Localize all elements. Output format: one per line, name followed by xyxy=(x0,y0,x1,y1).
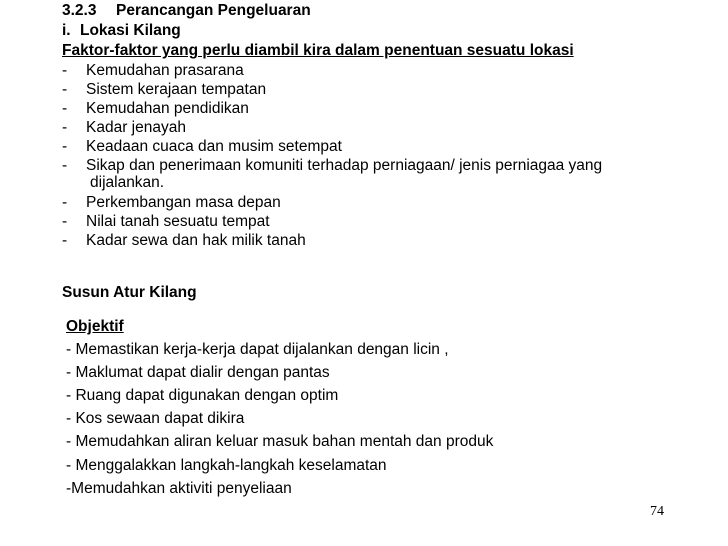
subsection-label: i. xyxy=(62,22,71,39)
objectives-heading: Objektif xyxy=(66,318,124,335)
objective-item: - Kos sewaan dapat dikira xyxy=(66,410,245,427)
objective-item: - Maklumat dapat dialir dengan pantas xyxy=(66,364,330,381)
factor-item: - Keadaan cuaca dan musim setempat xyxy=(62,138,342,155)
factor-item: - Kadar jenayah xyxy=(62,119,186,136)
section-title: Perancangan Pengeluaran xyxy=(116,2,311,19)
factor-item: - Perkembangan masa depan xyxy=(62,194,281,211)
section-heading xyxy=(62,2,311,20)
factor-item: - Sistem kerajaan tempatan xyxy=(62,81,267,98)
factor-item: - Kemudahan prasarana xyxy=(62,62,244,79)
subsection-title: Lokasi Kilang xyxy=(80,22,181,39)
objective-item: - Menggalakkan langkah-langkah keselamatan xyxy=(66,457,387,474)
factor-item: - Nilai tanah sesuatu tempat xyxy=(62,213,270,230)
factor-item: - Kemudahan pendidikan xyxy=(62,100,249,117)
layout-section-heading: Susun Atur Kilang xyxy=(62,284,197,301)
objective-item: -Memudahkan aktiviti penyeliaan xyxy=(66,480,292,497)
factor-item: - Kadar sewa dan hak milik tanah xyxy=(62,232,306,249)
objective-item: - Ruang dapat digunakan dengan optim xyxy=(66,387,339,404)
factor-item-continuation: dijalankan. xyxy=(90,174,165,191)
section-number: 3.2.3 xyxy=(62,2,97,19)
subsection-heading xyxy=(62,22,181,40)
factor-item: - Sikap dan penerimaan komuniti terhadap perniagaan/ jenis perniagaa yang xyxy=(62,157,603,174)
factors-heading: Faktor-faktor yang perlu diambil kira dalam penentuan sesuatu lokasi xyxy=(62,42,574,59)
objective-item: - Memastikan kerja-kerja dapat dijalankan dengan licin , xyxy=(66,341,449,358)
page-number: 74 xyxy=(650,504,664,519)
objective-item: - Memudahkan aliran keluar masuk bahan mentah dan produk xyxy=(66,433,494,450)
